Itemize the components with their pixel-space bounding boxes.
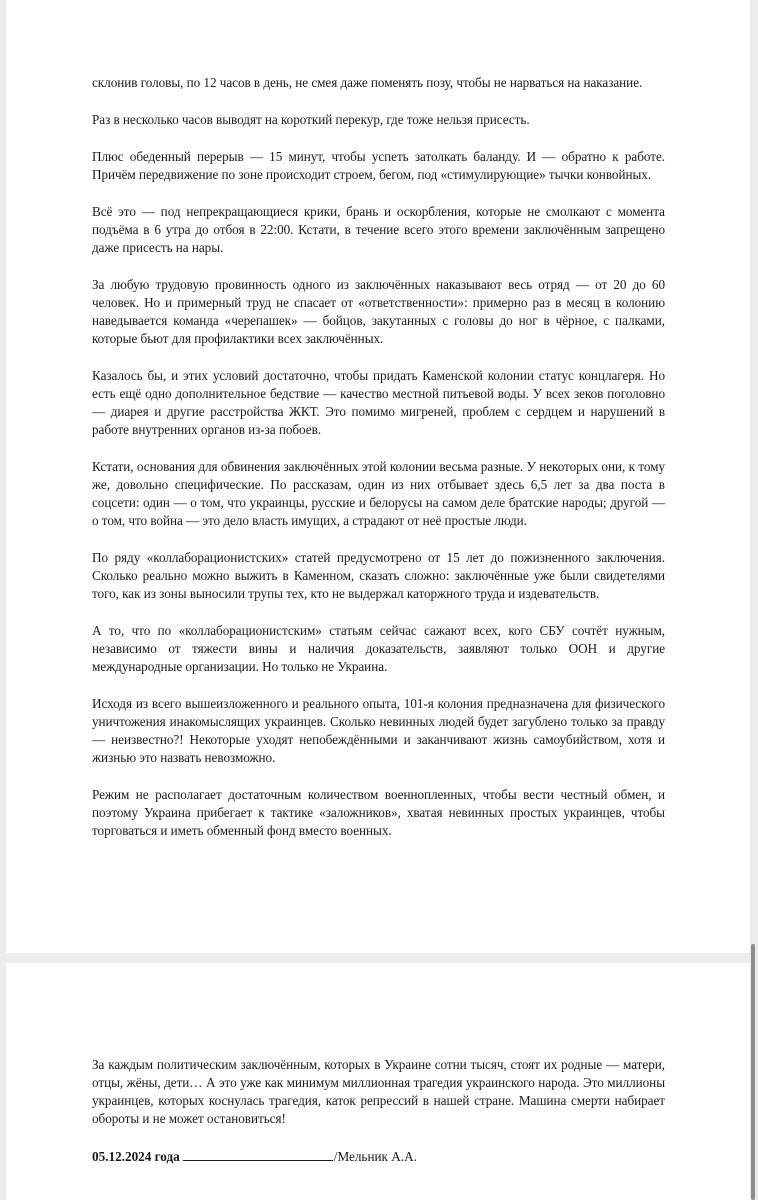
paragraph: склонив головы, по 12 часов в день, не смея даже поменять позу, чтобы не нарваться на наказание. [92, 75, 643, 90]
paragraph: По ряду «коллаборационистских» статей предусмотрено от 15 лет до пожизненного заключения. Сколько реально можно выжить в Каменном, сказать сложно: заключённые уже были свидетелями того, как из зоны выносили трупы тех, кто не выдержал каторжного труда и издевательств. [92, 550, 665, 601]
paragraph: Исходя из всего вышеизложенного и реального опыта, 101-я колония предназначена для физического уничтожения инакомыслящих украинцев. Сколько невинных людей будет загублено только за правду — неизвестно?! Некоторые уходят непобеждёнными и заканчивают жизнь самоубийством, хотя и жизнью это назвать невозможно. [92, 696, 665, 765]
paragraph: А то, что по «коллаборационистским» статьям сейчас сажают всех, кого СБУ сочтёт нужным, независимо от тяжести вины и наличия доказательств, заявляют только ООН и другие международные организации. Но только не Украина. [92, 623, 665, 674]
paragraph: Плюс обеденный перерыв — 15 минут, чтобы успеть затолкать баланду. И — обратно к работе. Причём передвижение по зоне происходит строем, бегом, под «стимулирующие» тычки конвойных. [92, 149, 665, 182]
paragraph: За каждым политическим заключённым, которых в Украине сотни тысяч, стоят их родные — матери, отцы, жёны, дети… А это уже как минимум миллионная трагедия украинского народа. Это миллионы украинцев, которых коснулась трагедия, каток репрессий в нашей стране. Машина смерти набирает обороты и не может остановиться! [92, 1057, 665, 1126]
paragraph: Казалось бы, и этих условий достаточно, чтобы придать Каменской колонии статус концлагеря. Но есть ещё одно дополнительное бедствие — качество местной питьевой воды. У всех зеков поголовно — диарея и другие расстройства ЖКТ. Это помимо мигреней, проблем с сердцем и нарушений в работе внутренних органов из-за побоев. [92, 368, 665, 437]
scrollbar[interactable] [751, 0, 755, 1200]
signature-name: /Мельник А.А. [333, 1149, 417, 1164]
signature-blank-line [183, 1148, 333, 1161]
paragraph: Режим не располагает достаточным количеством военнопленных, чтобы вести честный обмен, и поэтому Украина прибегает к тактике «заложников», хватая невинных простых украинцев, чтобы торговаться и иметь обменный фонд вместо военных. [92, 787, 665, 838]
paragraph: Всё это — под непрекращающиеся крики, брань и оскорбления, которые не смолкают с момента подъёма в 6 утра до отбоя в 22:00. Кстати, в течение всего этого времени заключённым запрещено даже присесть на нары. [92, 204, 665, 255]
paragraph: Раз в несколько часов выводят на короткий перекур, где тоже нельзя присесть. [92, 112, 530, 127]
document-page-2 [6, 963, 750, 1200]
signature-date: 05.12.2024 года [92, 1149, 180, 1164]
signature-line [92, 1148, 665, 1166]
scrollbar-thumb[interactable] [751, 944, 755, 1200]
document-page-1 [6, 0, 750, 953]
paragraph: За любую трудовую провинность одного из заключённых наказывают весь отряд — от 20 до 60 человек. Но и примерный труд не спасает от «ответственности»: примерно раз в месяц в колонию наведывается команда «черепашек» — бойцов, закутанных с головы до ног в чёрное, с палками, которые бьют для профилактики всех заключённых. [92, 277, 665, 346]
paragraph: Кстати, основания для обвинения заключённых этой колонии весьма разные. У некоторых они, к тому же, довольно специфические. По рассказам, один из них отбывает здесь 6,5 лет за два поста в соцсети: один — о том, что украинцы, русские и белорусы на самом деле братские народы; другой — о том, что война — это дело власть имущих, а страдают от неё простые люди. [92, 459, 665, 528]
